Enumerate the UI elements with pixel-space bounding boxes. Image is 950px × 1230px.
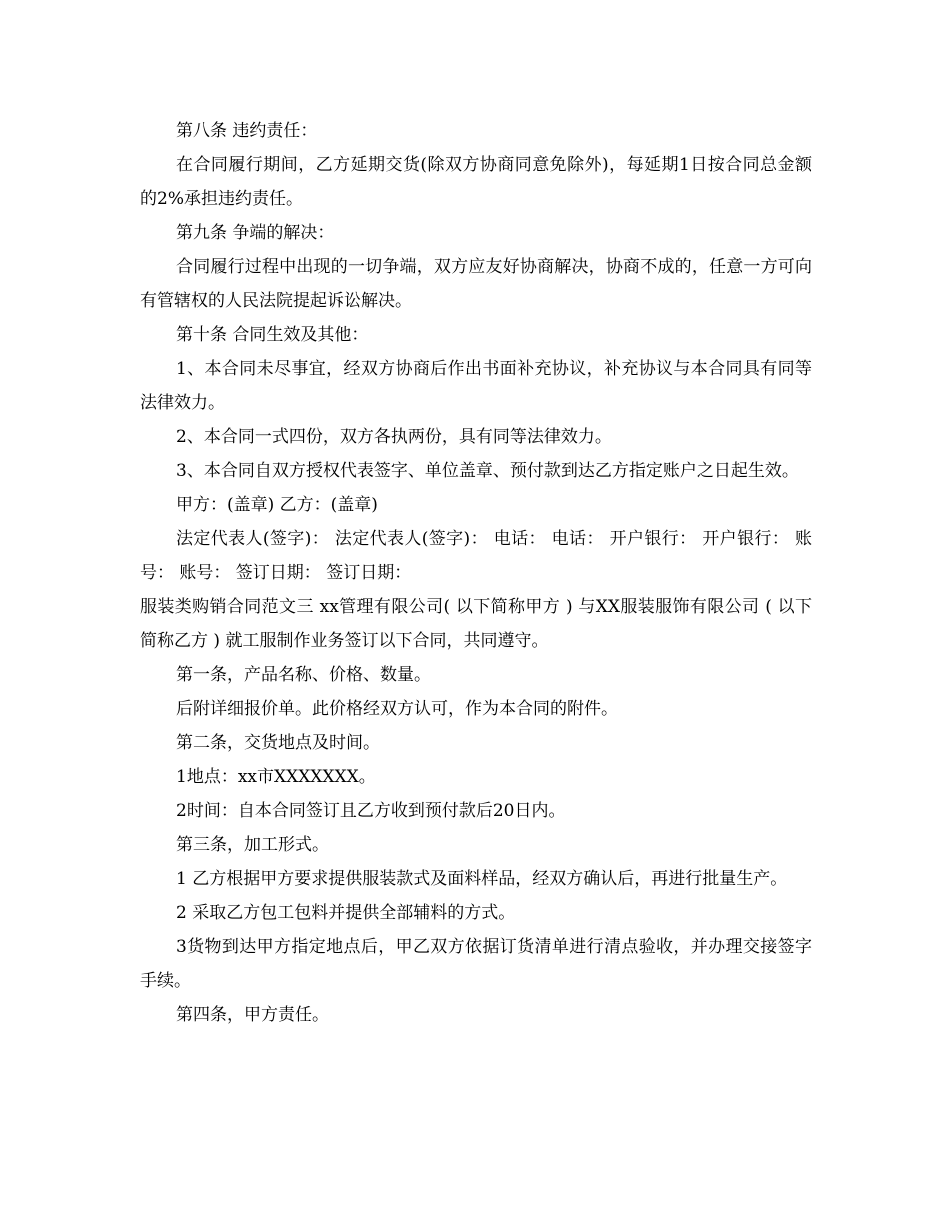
clause-10-item-2: 2、本合同一式四份，双方各执两份，具有同等法律效力。 bbox=[176, 427, 612, 447]
article-3-heading: 第三条，加工形式。 bbox=[176, 835, 329, 855]
signature-info: 法定代表人(签字)： 法定代表人(签字)： 电话： 电话： 开户银行： 开户银行： 账号： 账号： 签订日期： 签订日期： bbox=[140, 529, 812, 583]
article-1-heading: 第一条，产品名称、价格、数量。 bbox=[176, 665, 431, 685]
clause-9-text: 合同履行过程中出现的一切争端，双方应友好协商解决，协商不成的，任意一方可向有管辖权的人民法院提起诉讼解决。 bbox=[140, 257, 812, 311]
clause-10-item-1: 1、本合同未尽事宜，经双方协商后作出书面补充协议，补充协议与本合同具有同等法律效力。 bbox=[140, 359, 812, 413]
clause-8-text: 在合同履行期间，乙方延期交货(除双方协商同意免除外)，每延期1日按合同总金额的2%承担违约责任。 bbox=[140, 155, 812, 209]
clause-10-item-3: 3、本合同自双方授权代表签字、单位盖章、预付款到达乙方指定账户之日起生效。 bbox=[176, 461, 799, 481]
article-3-item-1: 1 乙方根据甲方要求提供服装款式及面料样品，经双方确认后，再进行批量生产。 bbox=[176, 869, 788, 889]
clause-8-heading: 第八条 违约责任： bbox=[176, 121, 318, 141]
article-2-heading: 第二条，交货地点及时间。 bbox=[176, 733, 380, 753]
article-3-item-3: 3货物到达甲方指定地点后，甲乙双方依据订货清单进行清点验收，并办理交接签字手续。 bbox=[140, 937, 812, 991]
article-3-item-2: 2 采取乙方包工包料并提供全部辅料的方式。 bbox=[176, 903, 516, 923]
article-4-heading: 第四条，甲方责任。 bbox=[176, 1005, 329, 1025]
article-2-time: 2时间：自本合同签订且乙方收到预付款后20日内。 bbox=[176, 801, 566, 821]
clause-9-heading: 第九条 争端的解决： bbox=[176, 223, 335, 243]
contract-three-intro: 服装类购销合同范文三 xx管理有限公司( 以下简称甲方 ) 与XX服装服饰有限公司 ( 以下简称乙方 ) 就工服制作业务签订以下合同，共同遵守。 bbox=[140, 597, 812, 651]
document-body bbox=[140, 114, 812, 1032]
clause-10-heading: 第十条 合同生效及其他： bbox=[176, 325, 369, 345]
party-seal-line: 甲方：(盖章) 乙方：(盖章) bbox=[176, 495, 378, 515]
article-2-location: 1地点：xx市XXXXXXX。 bbox=[176, 767, 376, 787]
article-1-text: 后附详细报价单。此价格经双方认可，作为本合同的附件。 bbox=[176, 699, 618, 719]
